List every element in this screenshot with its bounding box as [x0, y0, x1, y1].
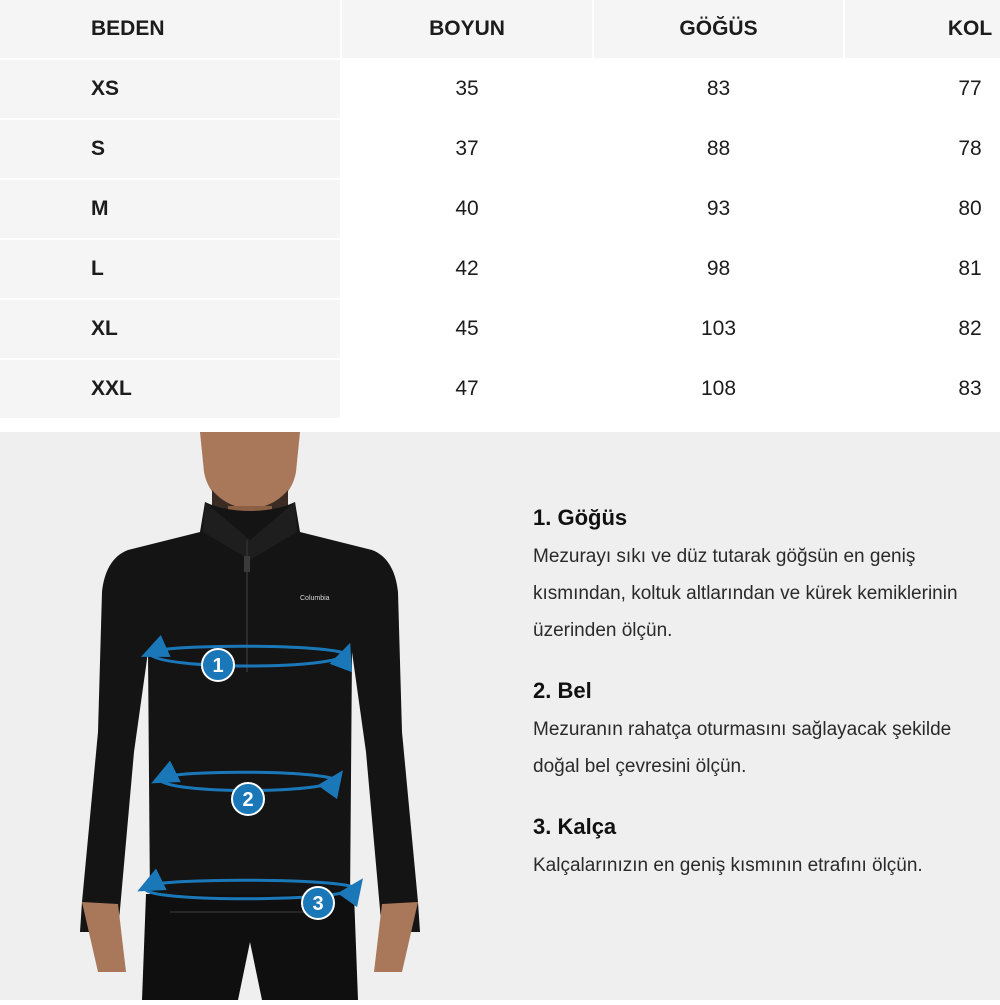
header-chest: GÖĞÜS [594, 0, 845, 60]
chest-cell: 103 [594, 300, 845, 360]
header-neck: BOYUN [342, 0, 594, 60]
neck-cell: 47 [342, 360, 594, 420]
sleeve-cell: 77 [845, 60, 1000, 120]
marker-number-1: 1 [212, 655, 224, 677]
chest-cell: 98 [594, 240, 845, 300]
sleeve-cell: 81 [845, 240, 1000, 300]
header-row [0, 0, 1000, 60]
table-row [0, 300, 1000, 360]
size-cell: XXL [0, 360, 342, 420]
model-illustration [0, 432, 500, 1000]
measurement-instructions [533, 504, 988, 912]
size-cell: M [0, 180, 342, 240]
marker-number-2: 2 [242, 789, 254, 811]
chest-cell: 83 [594, 60, 845, 120]
instruction-text: Mezurayı sıkı ve düz tutarak göğsün en geniş kısmından, koltuk altlarından ve kürek kemiklerinin üzerinden ölçün. [533, 546, 958, 641]
chest-cell: 93 [594, 180, 845, 240]
size-cell: XS [0, 60, 342, 120]
table-row [0, 360, 1000, 420]
instruction-text: Mezuranın rahatça oturmasını sağlayacak şekilde doğal bel çevresini ölçün. [533, 719, 952, 777]
instruction-chest [533, 504, 988, 649]
neck-cell: 40 [342, 180, 594, 240]
instruction-title: 2. Bel [533, 678, 592, 703]
model-figure [0, 432, 500, 1000]
sleeve-cell: 78 [845, 120, 1000, 180]
neck-cell: 45 [342, 300, 594, 360]
instruction-text: Kalçalarınızın en geniş kısmının etrafını ölçün. [533, 855, 923, 876]
instruction-title: 1. Göğüs [533, 505, 628, 530]
instruction-title: 3. Kalça [533, 814, 617, 839]
sleeve-cell: 83 [845, 360, 1000, 420]
header-size: BEDEN [0, 0, 342, 60]
size-table [0, 0, 1000, 420]
chest-cell: 108 [594, 360, 845, 420]
table-row [0, 180, 1000, 240]
neck-cell: 42 [342, 240, 594, 300]
instruction-waist [533, 677, 988, 785]
measurement-guide [0, 432, 1000, 1000]
size-cell: S [0, 120, 342, 180]
brand-logo: Columbia [300, 595, 330, 602]
size-cell: L [0, 240, 342, 300]
table-row [0, 240, 1000, 300]
neck-cell: 35 [342, 60, 594, 120]
sleeve-cell: 80 [845, 180, 1000, 240]
sleeve-cell: 82 [845, 300, 1000, 360]
chest-cell: 88 [594, 120, 845, 180]
instruction-hip [533, 813, 988, 884]
table-row [0, 120, 1000, 180]
table-row [0, 60, 1000, 120]
size-cell: XL [0, 300, 342, 360]
neck-cell: 37 [342, 120, 594, 180]
marker-number-3: 3 [312, 893, 324, 915]
header-sleeve: KOL [845, 0, 1000, 60]
